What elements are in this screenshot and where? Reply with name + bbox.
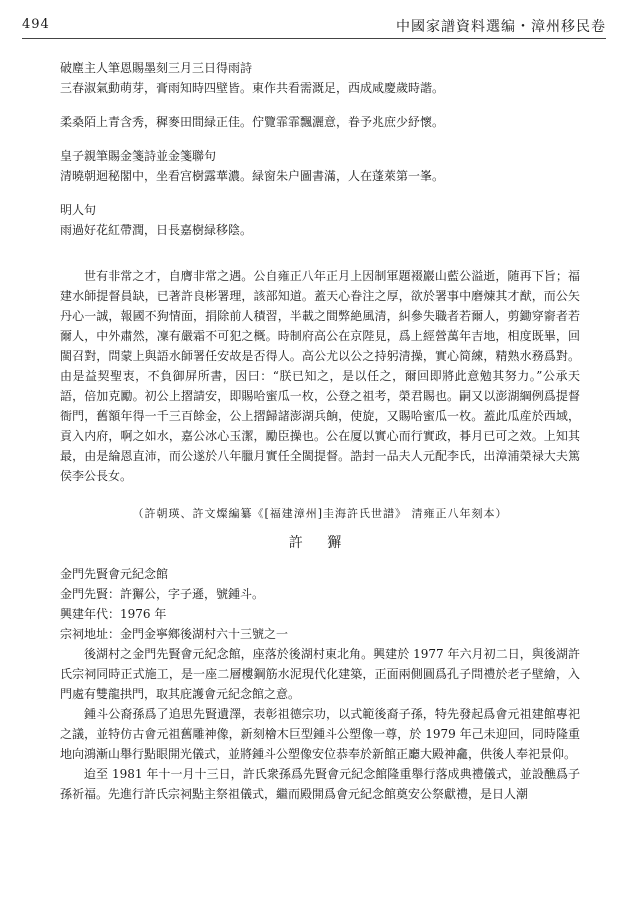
info-line: 宗祠地址：金門金寧鄉後湖村六十三號之一 <box>60 627 289 641</box>
poem-body: 柔桑陌上青含秀，穉麥田間緑正佳。佇覽霏霏飄灑意，眷予兆庶少紓懷。 <box>60 115 445 129</box>
page-number: 494 <box>22 17 50 32</box>
page-content <box>60 58 580 804</box>
poem-title: 明人句 <box>60 203 97 217</box>
poem-body: 三春淑氣動萌芽，膏雨知時四壁皆。東作共看需溉足，西成咸慶歲時諧。 <box>60 81 445 95</box>
prose-paragraph: 世有非常之才，自膺非常之遇。公自雍正八年正月上因制軍題裰巖山藍公溢逝，随再下旨；福建水師提督員缺，已著許良彬署理，該部知道。蓋天心眷注之厚，欲於署事中磨煉其才猷，而公矢丹心一誠，報國不狗情面，捐除前人積習，半載之間弊絶風清，糾參失職者若爾人，剪鋤穿窬者若爾人，中外肅然，凜有嚴霜不可犯之概。時制府高公在京陛見，爲上經營萬年吉地，相度既畢，回閩召對，問蒙上與語水師署任安故是否得人。高公尤以公之持躬清操，實心简練，精熟水務爲對。由是益契聖衷，不負御屏所書，因曰：“朕已知之，是以任之，爾回即將此意勉其努力。”公承天語，倍加克勵。初公上摺請安，即賜哈蜜瓜一枚，公登之祖考，榮君賜也。嗣又以澎湖綱例爲提督衙門，舊額年得一千三百餘金，公上摺歸諸澎湖兵餉，使旋，又賜哈蜜瓜一枚。蓋此瓜産於西域，貢入内府，啊之如水，嘉公冰心玉潔，勵臣操也。公在厦以實心而行實政，朞月已可之效。上知其最，由是綸恩直沛，而公遂於八年臘月實任全閩提督。誥封一品夫人元配李氏，出漳浦榮禄大夫篤侯李公長女。 <box>60 269 580 483</box>
poem-body: 清曉朝迴秘閣中，坐看宫樹露華濃。緑窗朱户圖書滿，人在蓬萊第一峯。 <box>60 169 445 183</box>
book-title: 中國家譜資料選编・漳州移民卷 <box>396 19 606 35</box>
info-line: 金門先賢：許獬公，字子遜，號鍾斗。 <box>60 587 265 601</box>
poem-title: 皇子親筆賜金箋詩並金箋聯句 <box>60 149 217 163</box>
info-line: 興建年代：1976 年 <box>60 607 167 621</box>
section-title: 許 獬 <box>288 535 352 551</box>
source-citation: （許朝瑛、許文燦編纂《[福建漳州]圭海許氏世譜》 清雍正八年刻本） <box>132 507 508 520</box>
prose-paragraph: 鍾斗公裔孫爲了追思先賢遺澤，表彰祖德宗功，以式範後裔子孫，特先發起爲會元祖建館專祀之議，並特仿古會元祖舊雕神像，新刻檜木巨型鍾斗公塑像一尊，於 1979 年己未迎回，同時隆重地向鴻漸山舉行點眼開光儀式，並將鍾斗公塑像安位恭奉於新館正廳大殿神龕，供後人奉祀景仰。 <box>60 707 580 761</box>
poem-block <box>60 146 580 186</box>
prose-paragraph: 後湖村之金門先賢會元紀念館，座落於後湖村東北角。興建於 1977 年六月初二日，與後湖許氏宗祠同時正式施工，是一座二層樓鋼筋水泥現代化建築，正面兩側圓爲孔子問禮於老子壁繪，入門處有雙龍拱門，取其庇護會元紀念館之意。 <box>60 647 580 701</box>
poem-block <box>60 58 580 98</box>
info-line: 金門先賢會元紀念館 <box>60 567 169 581</box>
poem-title: 破塵主人筆恩賜墨刻三月三日得雨詩 <box>60 61 253 75</box>
poem-body: 雨過好花紅帶潤，日長嘉樹緑移陰。 <box>60 223 253 237</box>
poem-block <box>60 112 580 132</box>
prose-paragraph: 迨至 1981 年十一月十三日，許氏衆孫爲先賢會元紀念館隆重舉行落成典禮儀式，並設醮爲子孫祈福。先進行許氏宗祠點主祭祖儀式，繼而殿開爲會元紀念館奠安公祭獻禮，是日人潮 <box>60 767 580 801</box>
poem-block <box>60 200 580 240</box>
page-header <box>22 8 606 39</box>
